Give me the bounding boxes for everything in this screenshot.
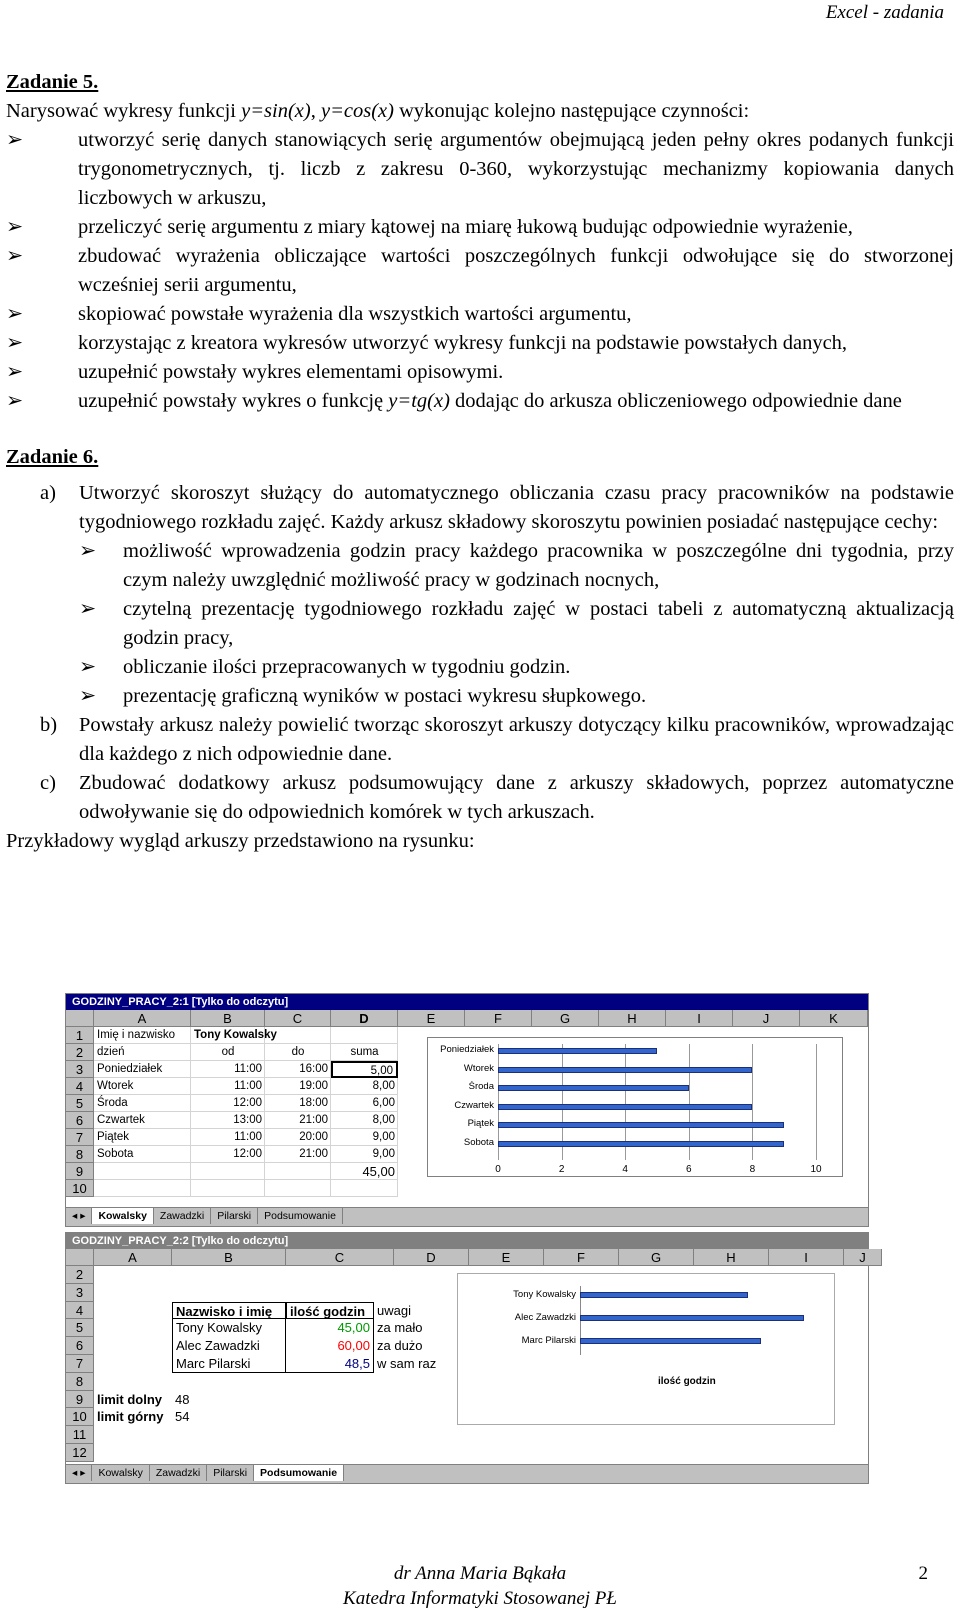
sheet-cell[interactable]: 9,00 (372, 1131, 395, 1143)
sheet-cell[interactable]: Piątek (97, 1131, 129, 1143)
sheet-tab[interactable]: Kowalsky (92, 1465, 149, 1481)
sheet-tab[interactable]: Pilarski (207, 1465, 254, 1481)
list-item: ➢ uzupełnić powstały wykres o funkcję y=tg(x) dodając do arkusza obliczeniowego odpowiednie dane (6, 387, 954, 416)
sheet-cell[interactable]: 19:00 (299, 1080, 328, 1092)
row-header[interactable]: 6 (66, 1337, 94, 1355)
arrow-bullet-icon: ➢ (6, 303, 24, 325)
sheet-cell[interactable]: Czwartek (97, 1114, 145, 1126)
column-header[interactable]: G (619, 1249, 694, 1266)
task6-heading: Zadanie 6. (6, 446, 99, 468)
y-tick-label: Marc Pilarski (521, 1335, 576, 1346)
row-header[interactable]: 5 (66, 1095, 94, 1112)
sheet-cell[interactable]: od (221, 1046, 235, 1058)
row-header[interactable]: 3 (66, 1061, 94, 1078)
sheet-tabs (66, 1207, 868, 1226)
sheet-cell[interactable]: 11:00 (234, 1131, 262, 1143)
list-item: ➢ korzystając z kreatora wykresów utworzyć wykresy funkcji na podstawie powstałych danych, (6, 329, 954, 358)
row-header[interactable]: 9 (66, 1391, 94, 1409)
column-header[interactable]: C (265, 1010, 331, 1027)
arrow-bullet-icon: ➢ (79, 685, 97, 707)
corner-cell (66, 1010, 94, 1027)
arrow-bullet-icon: ➢ (6, 361, 24, 383)
row-header[interactable]: 4 (66, 1302, 94, 1320)
bar-chart (457, 1273, 835, 1425)
sheet-cell[interactable]: 48,5 (286, 1355, 374, 1373)
x-tick-label: 0 (495, 1163, 501, 1175)
task5-list (6, 126, 954, 416)
task5-intro: Narysować wykresy funkcji y=sin(x), y=cos(x) wykonując kolejno następujące czynności: (6, 100, 750, 122)
sheet-cell[interactable]: 21:00 (299, 1114, 328, 1126)
column-header[interactable]: C (286, 1249, 394, 1266)
chart-bar (498, 1085, 689, 1091)
sheet-cell[interactable]: ilość godzin (286, 1302, 374, 1320)
example-caption: Przykładowy wygląd arkuszy przedstawiono na rysunku: (6, 830, 475, 852)
sheet-cell[interactable]: w sam raz (377, 1356, 437, 1371)
document-body (6, 68, 954, 856)
sheet-cell[interactable]: uwagi (377, 1302, 411, 1318)
column-header[interactable]: J (733, 1010, 800, 1027)
sheet-cell[interactable]: 18:00 (299, 1097, 328, 1109)
column-header[interactable]: E (469, 1249, 544, 1266)
column-header[interactable]: B (191, 1010, 265, 1027)
sheet-tab[interactable]: Zawadzki (154, 1208, 211, 1224)
list-item: a) Utworzyć skoroszyt służący do automatycznego obliczania czasu pracy pracowników na podstawie tygodniowego rozkładu zajęć. Każdy arkusz składowy skoroszytu powinien posiadać następujące cechy: ➢ możliwość wprowadzenia godzin pracy każdego pracownika w poszczególne dni tygodnia, przy czym należy uwzględnić możliwość pracy w godzinach nocnych, ➢ czytelną prezentację tygodniowego rozkładu zajęć w postaci tabeli z automatyczną aktualizacją godzin pracy, ➢ obliczanie ilości przepracowanych w tygodniu godzin. ➢ prezentację graficzną wyników w postaci wykresu słupkowego. (6, 479, 954, 711)
sheet-cell[interactable]: limit górny (97, 1409, 164, 1425)
sheet-cell[interactable]: Sobota (97, 1148, 134, 1160)
chart-bar (580, 1338, 761, 1344)
sheet-cell[interactable]: 6,00 (372, 1097, 395, 1109)
column-header[interactable]: D (331, 1010, 398, 1027)
sheet-cell[interactable]: Wtorek (97, 1080, 134, 1092)
row-header[interactable]: 11 (66, 1426, 94, 1444)
tab-scroll-arrows[interactable]: ◂ ▸ (66, 1465, 92, 1481)
sheet-cell[interactable]: 20:00 (299, 1131, 328, 1143)
arrow-bullet-icon: ➢ (79, 656, 97, 678)
sheet-cell[interactable]: Alec Zawadzki (172, 1337, 286, 1355)
sheet-cell[interactable]: 45,00 (286, 1319, 374, 1337)
row-header[interactable]: 1 (66, 1027, 94, 1044)
row-header[interactable]: 8 (66, 1373, 94, 1391)
sheet-cell[interactable]: limit dolny (97, 1391, 162, 1407)
tab-scroll-arrows[interactable]: ◂ ▸ (66, 1208, 92, 1224)
chart-gridline (816, 1044, 817, 1160)
spreadsheet-window-1 (65, 993, 869, 1227)
spreadsheet-window-2 (65, 1232, 869, 1484)
x-tick-label: 10 (810, 1163, 822, 1175)
list-item: ➢ skopiować powstałe wyrażenia dla wszystkich wartości argumentu, (6, 300, 954, 329)
column-header[interactable]: G (532, 1010, 599, 1027)
sheet-cell[interactable]: 60,00 (286, 1337, 374, 1355)
chart-bar (580, 1292, 748, 1298)
x-axis-label: ilość godzin (658, 1376, 716, 1387)
row-header[interactable]: 7 (66, 1355, 94, 1373)
arrow-bullet-icon: ➢ (6, 129, 24, 151)
arrow-bullet-icon: ➢ (6, 332, 24, 354)
sheet-cell[interactable]: Poniedziałek (97, 1063, 163, 1075)
sheet-cell[interactable]: Imię i nazwisko (97, 1029, 175, 1041)
row-header[interactable]: 5 (66, 1319, 94, 1337)
corner-cell (66, 1249, 94, 1266)
x-tick-label: 4 (622, 1163, 628, 1175)
sheet-cell[interactable]: 48 (175, 1391, 190, 1407)
list-item: ➢ możliwość wprowadzenia godzin pracy każdego pracownika w poszczególne dni tygodnia, przy czym należy uwzględnić możliwość pracy w godzinach nocnych, (79, 537, 954, 595)
task6-a-sublist (79, 537, 954, 711)
column-header[interactable]: D (394, 1249, 469, 1266)
y-tick-label: Poniedziałek (440, 1044, 494, 1055)
sheet-grid (66, 1010, 868, 1208)
column-header[interactable]: J (844, 1249, 882, 1266)
list-item: ➢ przeliczyć serię argumentu z miary kątowej na miarę łukową budując odpowiednie wyrażenie, (6, 213, 954, 242)
sheet-tab[interactable]: Podsumowanie (254, 1465, 344, 1481)
column-header[interactable]: A (94, 1010, 191, 1027)
row-header[interactable]: 7 (66, 1129, 94, 1146)
active-cell[interactable]: 5,00 (331, 1061, 398, 1078)
column-header[interactable]: E (398, 1010, 465, 1027)
footer-department: Katedra Informatyki Stosowanej PŁ (343, 1588, 617, 1609)
sheet-cell[interactable]: 16:00 (299, 1063, 328, 1075)
sheet-cell[interactable]: 21:00 (299, 1148, 328, 1160)
sheet-cell[interactable]: 8,00 (372, 1080, 395, 1092)
x-tick-label: 8 (749, 1163, 756, 1175)
arrow-bullet-icon: ➢ (79, 540, 97, 562)
arrow-bullet-icon: ➢ (6, 245, 24, 267)
column-header[interactable]: H (599, 1010, 666, 1027)
list-item: ➢ zbudować wyrażenia obliczające wartości poszczególnych funkcji odwołujące się do stworzonej wcześniej serii argumentu, (6, 242, 954, 300)
sheet-cell[interactable]: Nazwisko i imię (172, 1302, 286, 1320)
column-header[interactable]: A (94, 1249, 172, 1266)
list-item: ➢ uzupełnić powstały wykres elementami opisowymi. (6, 358, 954, 387)
sheet-cell[interactable]: za mało (377, 1320, 423, 1336)
y-tick-label: Wtorek (463, 1062, 494, 1074)
list-item: ➢ czytelną prezentację tygodniowego rozkładu zajęć w postaci tabeli z automatyczną aktualizacją godzin pracy, (79, 595, 954, 653)
sheet-cell[interactable]: 45,00 (362, 1164, 395, 1179)
list-item: ➢ prezentację graficzną wyników w postaci wykresu słupkowego. (79, 682, 954, 711)
column-header[interactable]: I (666, 1010, 733, 1027)
row-header[interactable]: 4 (66, 1078, 94, 1095)
chart-bar (498, 1141, 784, 1147)
bar-chart (427, 1037, 843, 1177)
gridline (94, 1196, 398, 1197)
list-item: ➢ obliczanie ilości przepracowanych w tygodniu godzin. (79, 653, 954, 682)
row-header[interactable]: 10 (66, 1408, 94, 1426)
sheet-cell[interactable]: 11:00 (234, 1080, 262, 1092)
row-header[interactable]: 6 (66, 1112, 94, 1129)
column-header[interactable]: K (800, 1010, 868, 1027)
y-tick-label: Alec Zawadzki (514, 1312, 576, 1323)
sheet-cell[interactable]: Marc Pilarski (172, 1355, 286, 1373)
sheet-cell[interactable]: Tony Kowalsky (194, 1029, 277, 1041)
task5-heading: Zadanie 5. (6, 71, 99, 93)
column-header[interactable]: F (465, 1010, 532, 1027)
sheet-tab[interactable]: Zawadzki (150, 1465, 207, 1481)
arrow-bullet-icon: ➢ (6, 216, 24, 238)
y-tick-label: Czwartek (454, 1099, 494, 1111)
row-header[interactable]: 3 (66, 1284, 94, 1302)
list-item: c) Zbudować dodatkowy arkusz podsumowujący dane z arkuszy składowych, poprzez automatyczne odwoływanie się do odpowiednich komórek w tych arkuszach. (40, 772, 954, 823)
list-item: b) Powstały arkusz należy powielić tworząc skoroszyt arkuszy dotyczący kilku pracowników, wprowadzając dla każdego z nich odpowiednie dane. (40, 714, 954, 765)
arrow-bullet-icon: ➢ (79, 598, 97, 620)
y-tick-label: Środa (468, 1081, 494, 1093)
task6-list (6, 479, 954, 827)
sheet-cell[interactable]: do (291, 1046, 305, 1058)
window-title: GODZINY_PRACY_2:1 [Tylko do odczytu] (66, 994, 868, 1010)
chart-bar (498, 1048, 657, 1054)
x-tick-label: 2 (558, 1163, 565, 1175)
row-header[interactable]: 10 (66, 1180, 94, 1197)
sheet-grid (66, 1249, 868, 1465)
row-header[interactable]: 8 (66, 1146, 94, 1163)
column-header[interactable]: H (694, 1249, 769, 1266)
chart-bar (498, 1104, 752, 1110)
sheet-cell[interactable]: dzień (97, 1046, 125, 1058)
chart-bar (498, 1122, 784, 1128)
sheet-cell[interactable]: 11:00 (234, 1063, 262, 1075)
page-header: Excel - zadania (825, 2, 944, 23)
sheet-cell[interactable]: suma (350, 1046, 379, 1058)
window-title: GODZINY_PRACY_2:2 [Tylko do odczytu] (66, 1233, 868, 1249)
sheet-cell[interactable]: 12:00 (233, 1148, 262, 1160)
chart-bar (498, 1067, 752, 1073)
page-number: 2 (918, 1563, 928, 1584)
x-tick-label: 6 (686, 1163, 692, 1175)
column-header[interactable]: F (544, 1249, 619, 1266)
sheet-cell[interactable]: 8,00 (372, 1114, 395, 1126)
y-tick-label: Piątek (467, 1118, 494, 1130)
sheet-tab[interactable]: Pilarski (211, 1208, 258, 1224)
row-header[interactable]: 12 (66, 1444, 94, 1462)
y-tick-label: Tony Kowalsky (513, 1289, 576, 1300)
row-header[interactable]: 2 (66, 1044, 94, 1061)
sheet-tab[interactable]: Kowalsky (92, 1208, 153, 1224)
arrow-bullet-icon: ➢ (6, 390, 24, 412)
sheet-cell[interactable]: 13:00 (233, 1114, 262, 1126)
sheet-cell[interactable]: Tony Kowalsky (172, 1319, 286, 1337)
sheet-cell[interactable]: za dużo (377, 1338, 423, 1354)
sheet-tabs (66, 1464, 868, 1483)
row-header[interactable]: 2 (66, 1266, 94, 1284)
row-header[interactable]: 9 (66, 1163, 94, 1180)
list-item: ➢ utworzyć serię danych stanowiących serię argumentów obejmującą jeden pełny okres podanych funkcji trygonometrycznych, tj. liczb z zakresu 0-360, wykorzystując mechanizmy kopiowania danych liczbowych w arkuszu, (6, 126, 954, 213)
sheet-cell[interactable]: 12:00 (233, 1097, 262, 1109)
column-header[interactable]: I (769, 1249, 844, 1266)
sheet-tab[interactable]: Podsumowanie (258, 1208, 343, 1224)
sheet-cell[interactable]: 54 (175, 1409, 190, 1425)
sheet-cell[interactable]: 9,00 (372, 1148, 395, 1160)
footer-author: dr Anna Maria Bąkała (393, 1563, 567, 1584)
chart-bar (580, 1315, 804, 1321)
y-tick-label: Sobota (463, 1137, 494, 1148)
sheet-cell[interactable]: Środa (97, 1097, 128, 1109)
column-header[interactable]: B (172, 1249, 286, 1266)
